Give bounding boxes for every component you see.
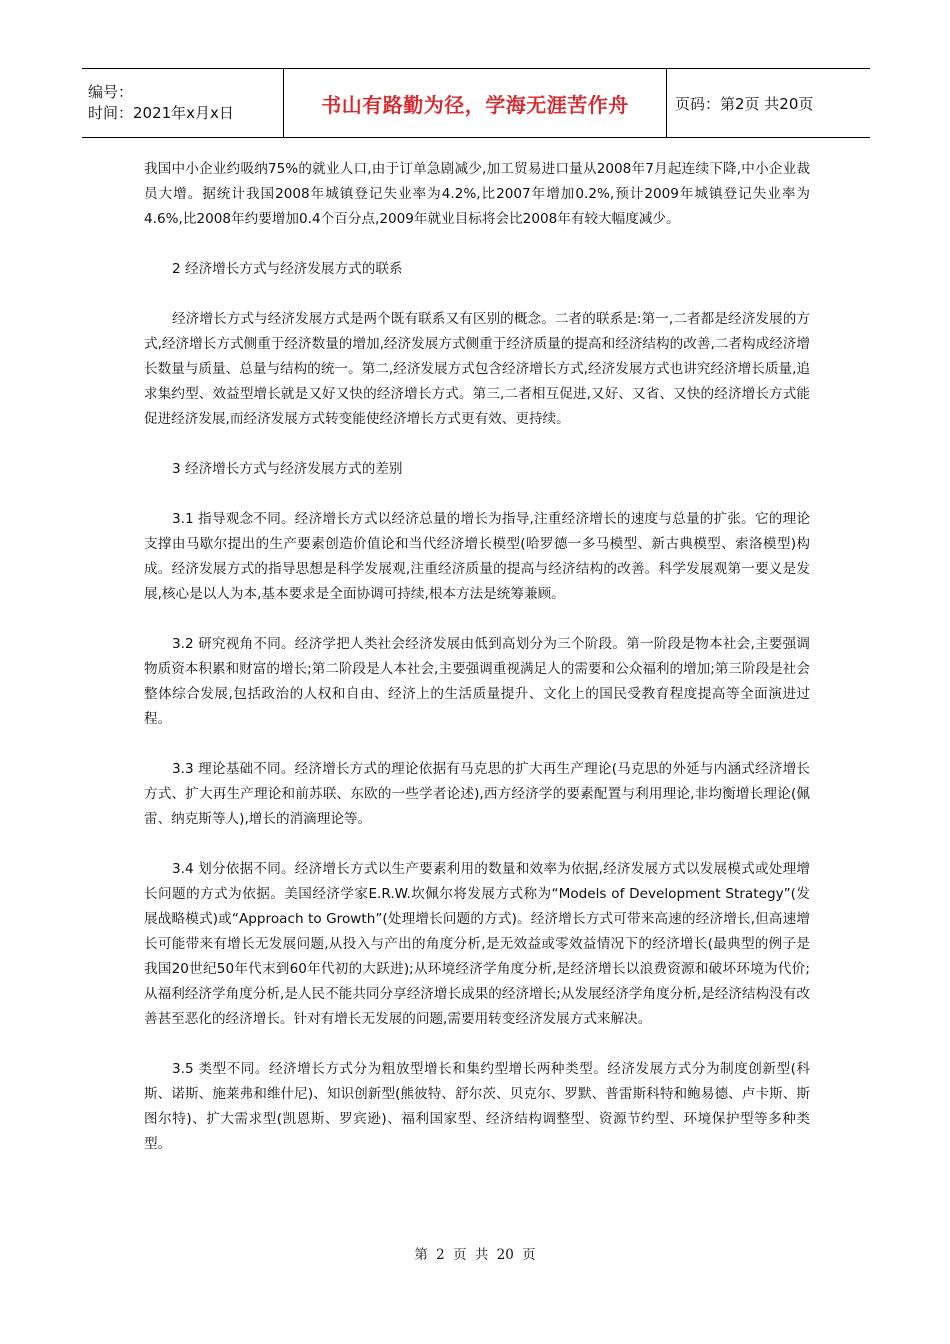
paragraph-3-2: 3.2 研究视角不同。经济学把人类社会经济发展由低到高划分为三个阶段。第一阶段是物本社会,主要强调物质资本积累和财富的增长;第二阶段是人本社会,主要强调重视满足人的需要和公众福利的增加;第三阶段是社会整体综合发展,包括政治的人权和自由、经济上的生活质量提升、文化上的国民受教育程度提高等全面演进过程。 — [144, 636, 810, 727]
paragraph-connection: 经济增长方式与经济发展方式是两个既有联系又有区别的概念。二者的联系是:第一,二者都是经济发展的方式,经济增长方式侧重于经济数量的增加,经济发展方式侧重于经济质量的提高和经济结构的改善,二者构成经济增长数量与质量、总量与结构的统一。第二,经济发展方式包含经济增长方式,经济发展方式也讲究经济增长质量,追求集约型、效益型增长就是又好又快的经济增长方式。第三,二者相互促进,又好、又省、又快的经济增长方式能促进经济发展,而经济发展方式转变能使经济增长方式更有效、更持续。 — [144, 311, 810, 427]
section-heading-2: 2 经济增长方式与经济发展方式的联系 — [172, 261, 403, 277]
motto: 书山有路勤为径，学海无涯苦作舟 — [321, 92, 629, 117]
header-motto-cell — [284, 69, 667, 137]
page-footer: 第 2 页 共 20 页 — [414, 1247, 536, 1263]
header-page-info-cell — [667, 69, 870, 137]
paragraph-3-5: 3.5 类型不同。经济增长方式分为粗放型增长和集约型增长两种类型。经济发展方式分为制度创新型(科斯、诺斯、施莱弗和维什尼)、知识创新型(熊彼特、舒尔茨、贝克尔、罗默、普雷斯科特和鲍易德、卢卡斯、斯图尔特)、扩大需求型(凯恩斯、罗宾逊)、福利国家型、经济结构调整型、资源节约型、环境保护型等多种类型。 — [144, 1061, 810, 1152]
header-meta — [82, 69, 284, 137]
section-heading-3: 3 经济增长方式与经济发展方式的差别 — [172, 461, 403, 477]
time-label: 时间：2021年x月x日 — [88, 104, 234, 122]
document-body — [144, 157, 810, 1182]
paragraph-unemployment: 我国中小企业约吸纳75%的就业人口,由于订单急剧减少,加工贸易进口量从2008年7月起连续下降,中小企业裁员大增。据统计我国2008年城镇登记失业率为4.2%,比2007年增加0.2%,预计2009年城镇登记失业率为4.6%,比2008年约要增加0.4个百分点,2009年就业目标将会比2008年有较大幅度减少。 — [144, 161, 810, 227]
paragraph-3-1: 3.1 指导观念不同。经济增长方式以经济总量的增长为指导,注重经济增长的速度与总量的扩张。它的理论支撑由马歇尔提出的生产要素创造价值论和当代经济增长模型(哈罗德一多马模型、新古典模型、索洛模型)构成。经济发展方式的指导思想是科学发展观,注重经济质量的提高与经济结构的改善。科学发展观第一要义是发展,核心是以人为本,基本要求是全面协调可持续,根本方法是统筹兼顾。 — [144, 511, 810, 602]
page-info: 页码：第2页 共20页 — [675, 94, 814, 113]
page-header — [82, 68, 870, 138]
paragraph-3-4: 3.4 划分依据不同。经济增长方式以生产要素利用的数量和效率为依据,经济发展方式以发展模式或处理增长问题的方式为依据。美国经济学家E.R.W.坎佩尔将发展方式称为“Models of Development Strategy”(发展战略模式)或“Approach to Growth”(处理增长问题的方式)。经济增长方式可带来高速的经济增长,但高速增长可能带来有增长无发展问题,从投入与产出的角度分析,是无效益或零效益情况下的经济增长(最典型的例子是我国20世纪50年代末到60年代初的大跃进);从环境经济学角度分析,是经济增长以浪费资源和破坏环境为代价;从福利经济学角度分析,是人民不能共同分享经济增长成果的经济增长;从发展经济学角度分析,是经济结构没有改善甚至恶化的经济增长。针对有增长无发展的问题,需要用转变经济发展方式来解决。 — [144, 861, 810, 1027]
paragraph-3-3: 3.3 理论基础不同。经济增长方式的理论依据有马克思的扩大再生产理论(马克思的外延与内涵式经济增长方式、扩大再生产理论和前苏联、东欧的一些学者论述),西方经济学的要素配置与利用理论,非均衡增长理论(佩雷、纳克斯等人),增长的消滴理论等。 — [144, 761, 810, 827]
serial-label: 编号： — [88, 83, 134, 101]
